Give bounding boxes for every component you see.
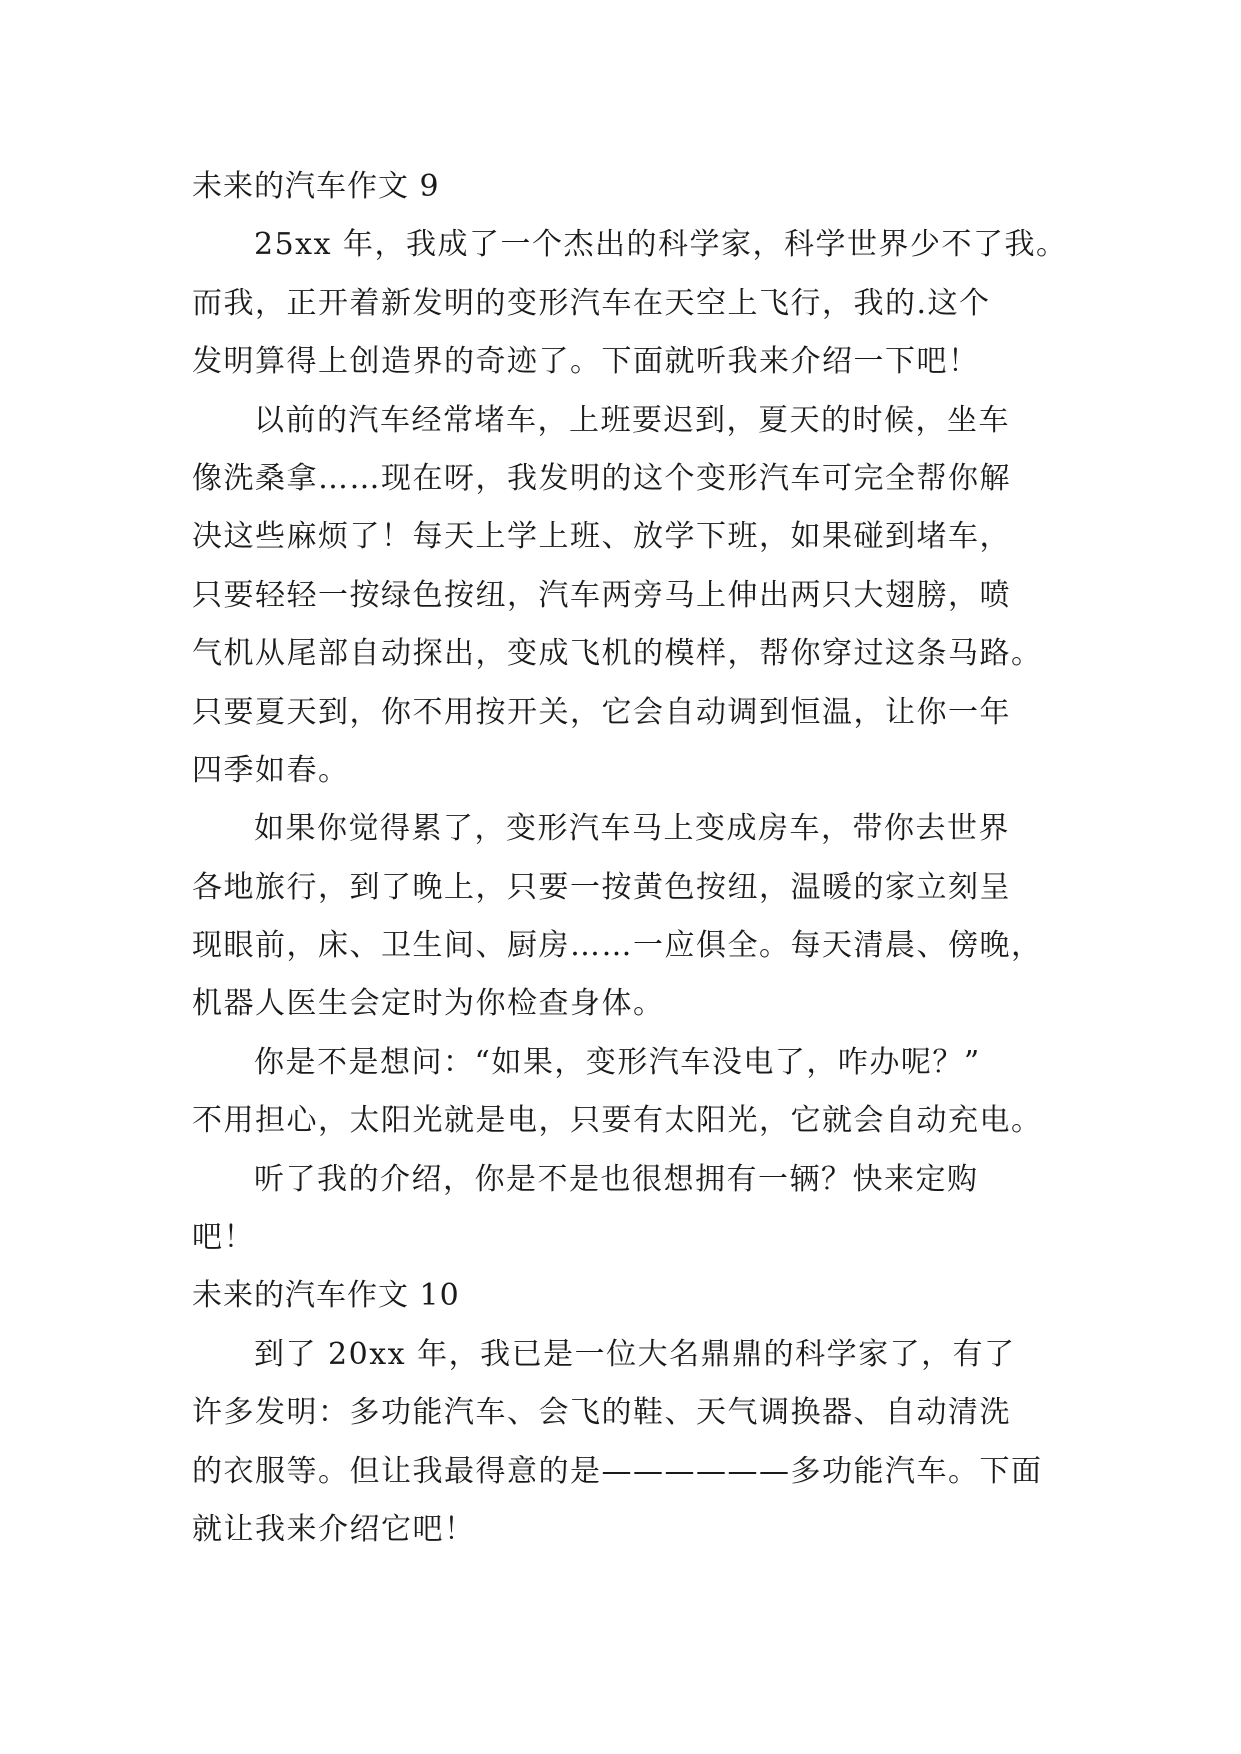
text-line: 机器人医生会定时为你检查身体。 (192, 986, 665, 1022)
text-line: 如果你觉得累了，变形汽车马上变成房车，带你去世界 (254, 811, 1010, 847)
section-title: 未来的汽车作文 9 (192, 169, 440, 204)
text-line: 像洗桑拿……现在呀，我发明的这个变形汽车可完全帮你解 (192, 460, 1011, 496)
text-line: 吧！ (192, 1220, 255, 1256)
section-title: 未来的汽车作文 10 (192, 1278, 460, 1314)
text-line: 25xx 年，我成了一个杰出的科学家，科学世界少不了我。 (254, 227, 1068, 263)
text-line: 到了 20xx 年，我已是一位大名鼎鼎的科学家了，有了 (254, 1336, 1016, 1372)
text-line: 气机从尾部自动探出，变成飞机的模样，帮你穿过这条马路。 (192, 636, 1043, 672)
text-line: 只要夏天到，你不用按开关，它会自动调到恒温，让你一年 (192, 694, 1011, 730)
text-line: 发明算得上创造界的奇迹了。下面就听我来介绍一下吧！ (192, 344, 980, 380)
text-line: 各地旅行，到了晚上，只要一按黄色按纽，温暖的家立刻呈 (192, 869, 1011, 905)
text-line: 只要轻轻一按绿色按纽，汽车两旁马上伸出两只大翅膀，喷 (192, 577, 1011, 613)
text-line: 的衣服等。但让我最得意的是——————多功能汽车。下面 (192, 1453, 1043, 1489)
text-line: 就让我来介绍它吧！ (192, 1511, 476, 1547)
text-line: 决这些麻烦了！每天上学上班、放学下班，如果碰到堵车， (192, 519, 1011, 555)
text-line: 现眼前，床、卫生间、厨房……一应俱全。每天清晨、傍晚， (192, 928, 1043, 964)
text-line: 听了我的介绍，你是不是也很想拥有一辆？快来定购 (254, 1161, 979, 1197)
text-line: 许多发明：多功能汽车、会飞的鞋、天气调换器、自动清洗 (192, 1395, 1011, 1431)
text-line: 不用担心，太阳光就是电，只要有太阳光，它就会自动充电。 (192, 1103, 1043, 1139)
document-body (192, 158, 1068, 1559)
text-line: 而我，正开着新发明的变形汽车在天空上飞行，我的.这个 (192, 285, 991, 321)
text-line: 你是不是想问：“如果，变形汽车没电了，咋办呢？” (254, 1044, 981, 1080)
text-line: 以前的汽车经常堵车，上班要迟到，夏天的时候，坐车 (254, 402, 1010, 438)
text-line: 四季如春。 (192, 752, 350, 788)
